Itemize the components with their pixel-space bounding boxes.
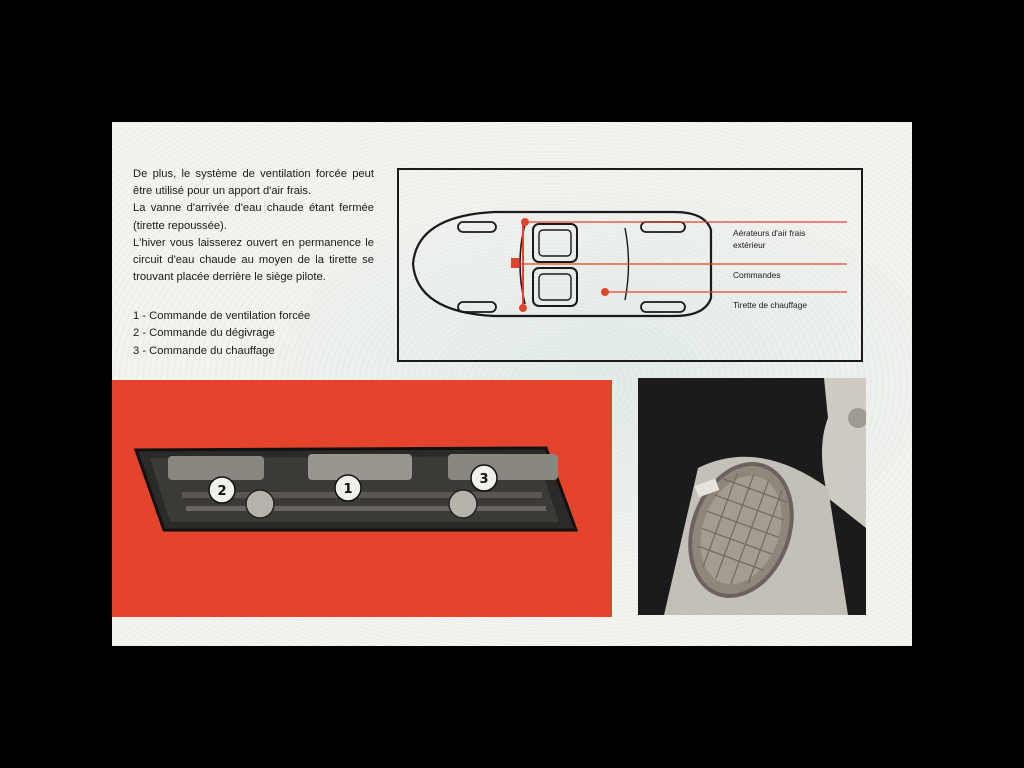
car-outline-drawing (399, 170, 861, 360)
label-fresh-air-vents (733, 228, 805, 251)
legend-item-ventilation: 1 - Commande de ventilation forcée (133, 310, 311, 322)
body-text (133, 166, 374, 286)
vent-drawing (638, 378, 866, 615)
car-top-view-diagram (397, 168, 863, 362)
paragraph-ventilation: De plus, le système de ventilation forcée peut être utilisé pour un apport d'air frais. (133, 168, 374, 198)
control-panel-photo (112, 380, 612, 617)
controls-legend (133, 308, 310, 360)
paragraph-winter: L'hiver vous laisserez ouvert en permanence le circuit d'eau chaude au moyen de la tirette se trouvant placée derrière le siège pilote. (133, 236, 374, 284)
label-fresh-air-vents-line2: extérieur (733, 239, 766, 250)
paragraph-hot-water-valve: La vanne d'arrivée d'eau chaude étant fermée (tirette repoussée). (133, 202, 374, 232)
callout-2: 2 (217, 484, 227, 499)
brochure-page (112, 122, 912, 646)
callout-1: 1 (343, 482, 353, 497)
legend-item-heating: 3 - Commande du chauffage (133, 344, 275, 357)
label-heating-pull: Tirette de chauffage (733, 300, 808, 310)
control-panel-drawing (112, 380, 612, 617)
label-controls: Commandes (733, 270, 781, 280)
callout-3: 3 (479, 472, 489, 487)
label-fresh-air-vents-line1: Aérateurs d'air frais (733, 228, 806, 238)
legend-item-defrost: 2 - Commande du dégivrage (133, 327, 275, 340)
vent-photo (638, 378, 866, 615)
